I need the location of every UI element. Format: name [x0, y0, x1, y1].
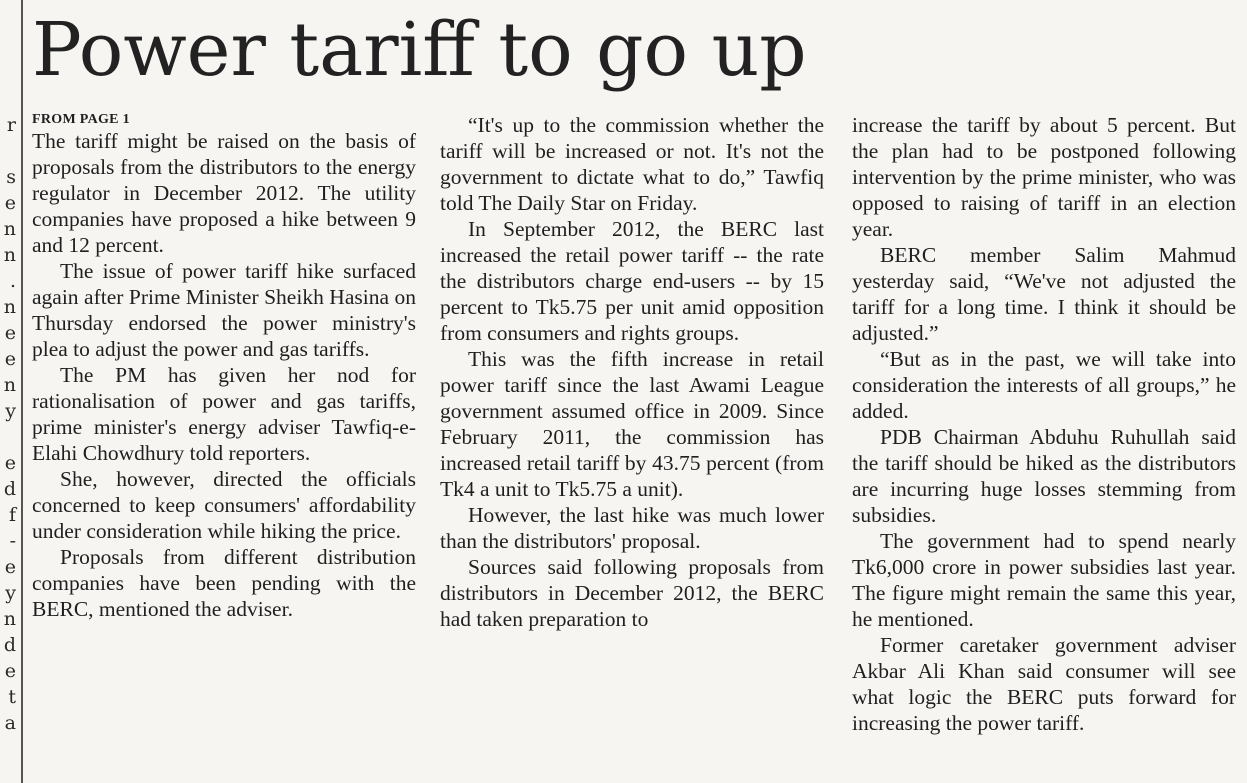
- paragraph: Former caretaker government adviser Akbar Ali Khan said consumer will see what logic the BERC puts forward for increasing the power tariff.: [852, 633, 1236, 735]
- paragraph: Proposals from different distribution companies have been pending with the BERC, mentioned the adviser.: [32, 545, 416, 621]
- clipped-letter: d: [3, 478, 16, 500]
- clipped-letter: n: [3, 296, 16, 318]
- clipped-letter: n: [3, 608, 16, 630]
- clipped-letter: y: [5, 400, 16, 422]
- clipped-letter: t: [8, 686, 16, 708]
- clipped-letter: f: [8, 504, 16, 526]
- clipped-letter: r: [6, 114, 16, 136]
- article-column-1: [32, 112, 416, 782]
- headline: Power tariff to go up: [32, 7, 807, 93]
- paragraph: However, the last hike was much lower than the distributors' proposal.: [440, 503, 824, 553]
- clipped-letter: y: [5, 582, 16, 604]
- clipped-letter: e: [4, 322, 16, 344]
- kicker: FROM PAGE 1: [32, 112, 130, 127]
- paragraph: In September 2012, the BERC last increased the retail power tariff -- the rate the distributors charge end-users -- by 15 percent to Tk5.75 per unit amid opposition from consumers and rights groups.: [440, 217, 824, 345]
- clipped-letter: e: [4, 556, 16, 578]
- clipped-letter: e: [4, 660, 16, 682]
- paragraph: PDB Chairman Abduhu Ruhullah said the tariff should be hiked as the distributors are incurring huge losses stemming from subsidies.: [852, 425, 1236, 527]
- paragraph: BERC member Salim Mahmud yesterday said, “We've not adjusted the tariff for a long time. I think it should be adjusted.”: [852, 243, 1236, 345]
- clipped-letter: e: [4, 452, 16, 474]
- clipped-letter: e: [4, 192, 16, 214]
- column-divider: [21, 0, 23, 783]
- paragraph: “But as in the past, we will take into consideration the interests of all groups,” he added.: [852, 347, 1236, 423]
- paragraph: The PM has given her nod for rationalisation of power and gas tariffs, prime minister's energy adviser Tawfiq-e-Elahi Chowdhury told reporters.: [32, 363, 416, 465]
- adjacent-article-edge: [0, 112, 22, 782]
- paragraph-continued: increase the tariff by about 5 percent. But the plan had to be postponed following intervention by the prime minister, who was opposed to raising of tariff in an election year.: [852, 113, 1236, 241]
- clipped-letter: n: [3, 244, 16, 266]
- clipped-letter: .: [9, 270, 16, 292]
- clipped-letter: d: [3, 634, 16, 656]
- clipped-letter: s: [6, 166, 16, 188]
- paragraph: This was the fifth increase in retail power tariff since the last Awami League government assumed office in 2009. Since February 2011, the commission has increased retail tariff by 43.75 percent (from Tk4 a unit to Tk5.75 a unit).: [440, 347, 824, 501]
- clipped-letter: -: [9, 530, 16, 552]
- paragraph: Sources said following proposals from distributors in December 2012, the BERC had taken preparation to: [440, 555, 824, 631]
- clipped-letter: [0, 424, 22, 450]
- paragraph: The issue of power tariff hike surfaced again after Prime Minister Sheikh Hasina on Thursday endorsed the power ministry's plea to adjust the power and gas tariffs.: [32, 259, 416, 361]
- article-column-2: [440, 112, 824, 782]
- paragraph: The government had to spend nearly Tk6,000 crore in power subsidies last year. The figure might remain the same this year, he mentioned.: [852, 529, 1236, 631]
- paragraph: The tariff might be raised on the basis of proposals from the distributors to the energy regulator in December 2012. The utility companies have proposed a hike between 9 and 12 percent.: [32, 129, 416, 257]
- clipped-letter: [0, 138, 22, 164]
- paragraph: “It's up to the commission whether the tariff will be increased or not. It's not the government to dictate what to do,” Tawfiq told The Daily Star on Friday.: [440, 113, 824, 215]
- article-column-3: [852, 112, 1236, 782]
- clipped-letter: n: [3, 374, 16, 396]
- clipped-letter: a: [4, 712, 16, 734]
- paragraph: She, however, directed the officials concerned to keep consumers' affordability under consideration while hiking the price.: [32, 467, 416, 543]
- clipped-letter: n: [3, 218, 16, 240]
- clipped-letter: e: [4, 348, 16, 370]
